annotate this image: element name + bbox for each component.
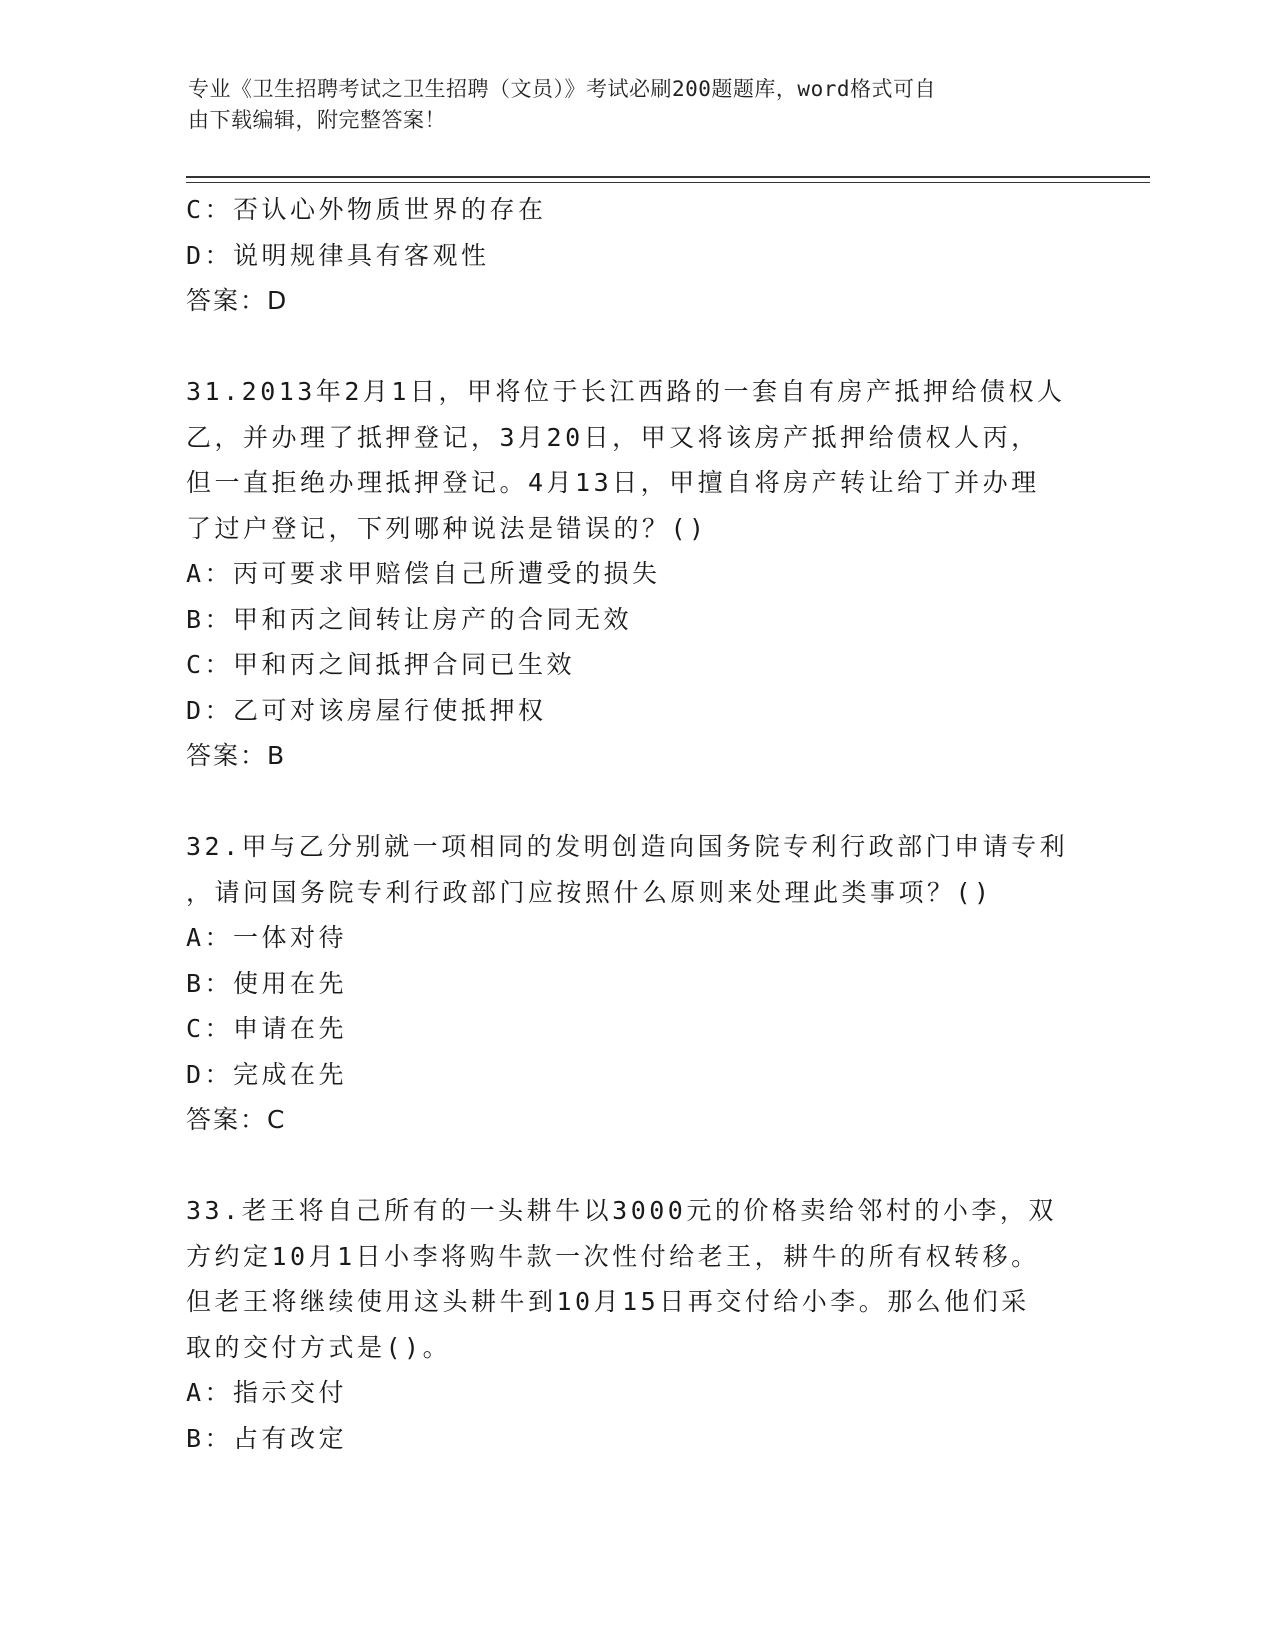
question-stem-line: 方约定10月1日小李将购牛款一次性付给老王，耕牛的所有权转移。 bbox=[186, 1241, 1040, 1271]
header-line-2: 由下载编辑，附完整答案！ bbox=[188, 108, 446, 132]
question-31 bbox=[186, 369, 1086, 779]
question-stem-line: ，请问国务院专利行政部门应按照什么原则来处理此类事项？() bbox=[186, 877, 993, 907]
spacer bbox=[186, 779, 1086, 825]
question-stem-line: 乙，并办理了抵押登记，3月20日，甲又将该房产抵押给债权人丙， bbox=[186, 422, 1040, 452]
option-line: B：使用在先 bbox=[186, 968, 348, 998]
option-line: D：乙可对该房屋行使抵押权 bbox=[186, 695, 547, 725]
option-line: A：丙可要求甲赔偿自己所遭受的损失 bbox=[186, 559, 661, 588]
question-stem-line: 33.老王将自己所有的一头耕牛以3000元的价格卖给邻村的小李，双 bbox=[186, 1196, 1057, 1225]
option-line: A：指示交付 bbox=[186, 1378, 348, 1407]
document-header bbox=[188, 74, 1068, 136]
option-line: A：一体对待 bbox=[186, 923, 348, 952]
option-line: C：否认心外物质世界的存在 bbox=[186, 195, 547, 224]
option-line: B：甲和丙之间转让房产的合同无效 bbox=[186, 604, 633, 634]
question-33 bbox=[186, 1188, 1086, 1461]
option-line: B：占有改定 bbox=[186, 1423, 348, 1453]
header-rule-thin bbox=[186, 182, 1150, 183]
question-stem-line: 但一直拒绝办理抵押登记。4月13日，甲擅自将房产转让给丁并办理 bbox=[186, 468, 1040, 497]
question-stem-line: 但老王将继续使用这头耕牛到10月15日再交付给小李。那么他们采 bbox=[186, 1287, 1030, 1316]
question-list bbox=[186, 187, 1086, 1461]
option-line: C：甲和丙之间抵押合同已生效 bbox=[186, 650, 576, 679]
spacer bbox=[186, 1143, 1086, 1189]
question-stem-line: 32.甲与乙分别就一项相同的发明创造向国务院专利行政部门申请专利 bbox=[186, 832, 1069, 861]
spacer bbox=[186, 324, 1086, 370]
question-stem-line: 31.2013年2月1日，甲将位于长江西路的一套自有房产抵押给债权人 bbox=[186, 377, 1066, 406]
question-stem-line: 取的交付方式是()。 bbox=[186, 1332, 452, 1362]
question-32 bbox=[186, 824, 1086, 1143]
answer-line: 答案：D bbox=[186, 286, 289, 315]
answer-line: 答案：B bbox=[186, 741, 287, 770]
option-line: D：说明规律具有客观性 bbox=[186, 240, 490, 270]
option-line: C：申请在先 bbox=[186, 1014, 348, 1043]
answer-line: 答案：C bbox=[186, 1105, 287, 1134]
header-line-1: 专业《卫生招聘考试之卫生招聘（文员）》考试必刷200题题库，word格式可自 bbox=[188, 77, 936, 101]
option-line: D：完成在先 bbox=[186, 1059, 348, 1089]
question-stem-line: 了过户登记，下列哪种说法是错误的？() bbox=[186, 513, 708, 543]
header-rule-thick bbox=[186, 176, 1150, 178]
